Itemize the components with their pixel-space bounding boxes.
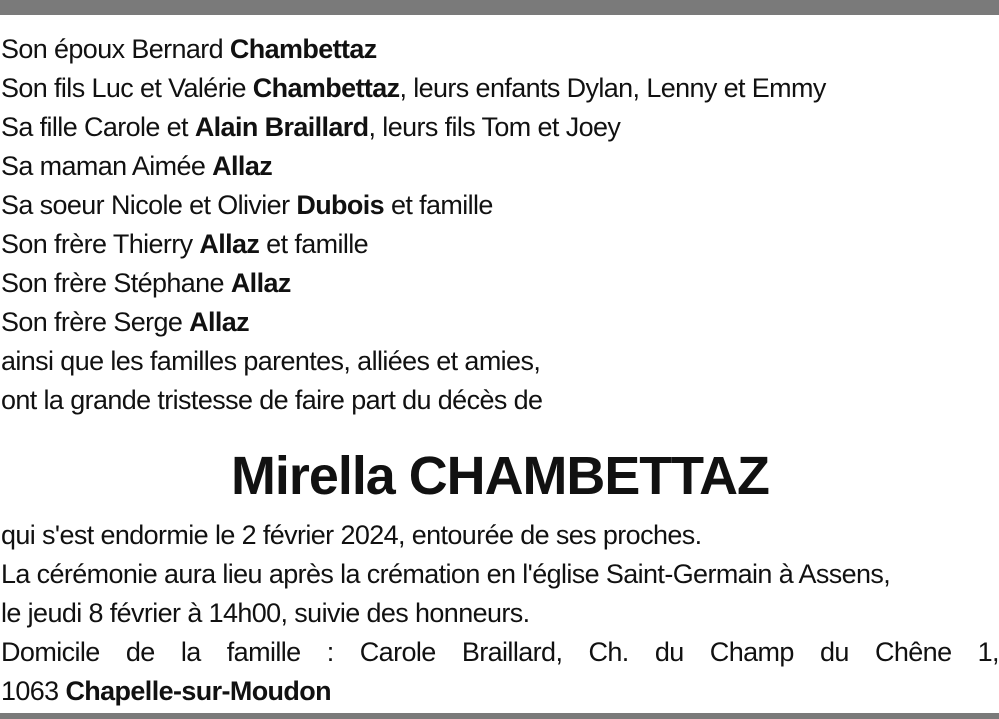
top-rule bbox=[0, 0, 999, 15]
intro-line: ont la grande tristesse de faire part du décès de bbox=[1, 385, 543, 415]
deceased-name: Mirella CHAMBETTAZ bbox=[231, 446, 769, 506]
family-line: Son fils Luc et Valérie Chambettaz, leurs enfants Dylan, Lenny et Emmy bbox=[1, 73, 826, 103]
domicile-town-line: 1063 Chapelle-sur-Moudon bbox=[1, 676, 332, 706]
family-line: Son frère Thierry Allaz et famille bbox=[1, 229, 369, 259]
family-line: Son frère Stéphane Allaz bbox=[1, 268, 291, 298]
details-line: le jeudi 8 février à 14h00, suivie des honneurs. bbox=[1, 598, 530, 628]
obituary-notice bbox=[1, 30, 999, 711]
intro-line: ainsi que les familles parentes, alliées et amies, bbox=[1, 346, 541, 376]
details-line: La cérémonie aura lieu après la crémation en l'église Saint-Germain à Assens, bbox=[1, 559, 891, 589]
bottom-rule bbox=[0, 713, 999, 719]
details-line: qui s'est endormie le 2 février 2024, entourée de ses proches. bbox=[1, 520, 702, 550]
family-line: Sa soeur Nicole et Olivier Dubois et famille bbox=[1, 190, 493, 220]
family-line: Son époux Bernard Chambettaz bbox=[1, 34, 377, 64]
family-line: Son frère Serge Allaz bbox=[1, 307, 250, 337]
domicile-line: Domicile de la famille : Carole Braillard, Ch. du Champ du Chêne 1, bbox=[1, 637, 999, 667]
family-line: Sa fille Carole et Alain Braillard, leurs fils Tom et Joey bbox=[1, 112, 621, 142]
family-line: Sa maman Aimée Allaz bbox=[1, 151, 273, 181]
